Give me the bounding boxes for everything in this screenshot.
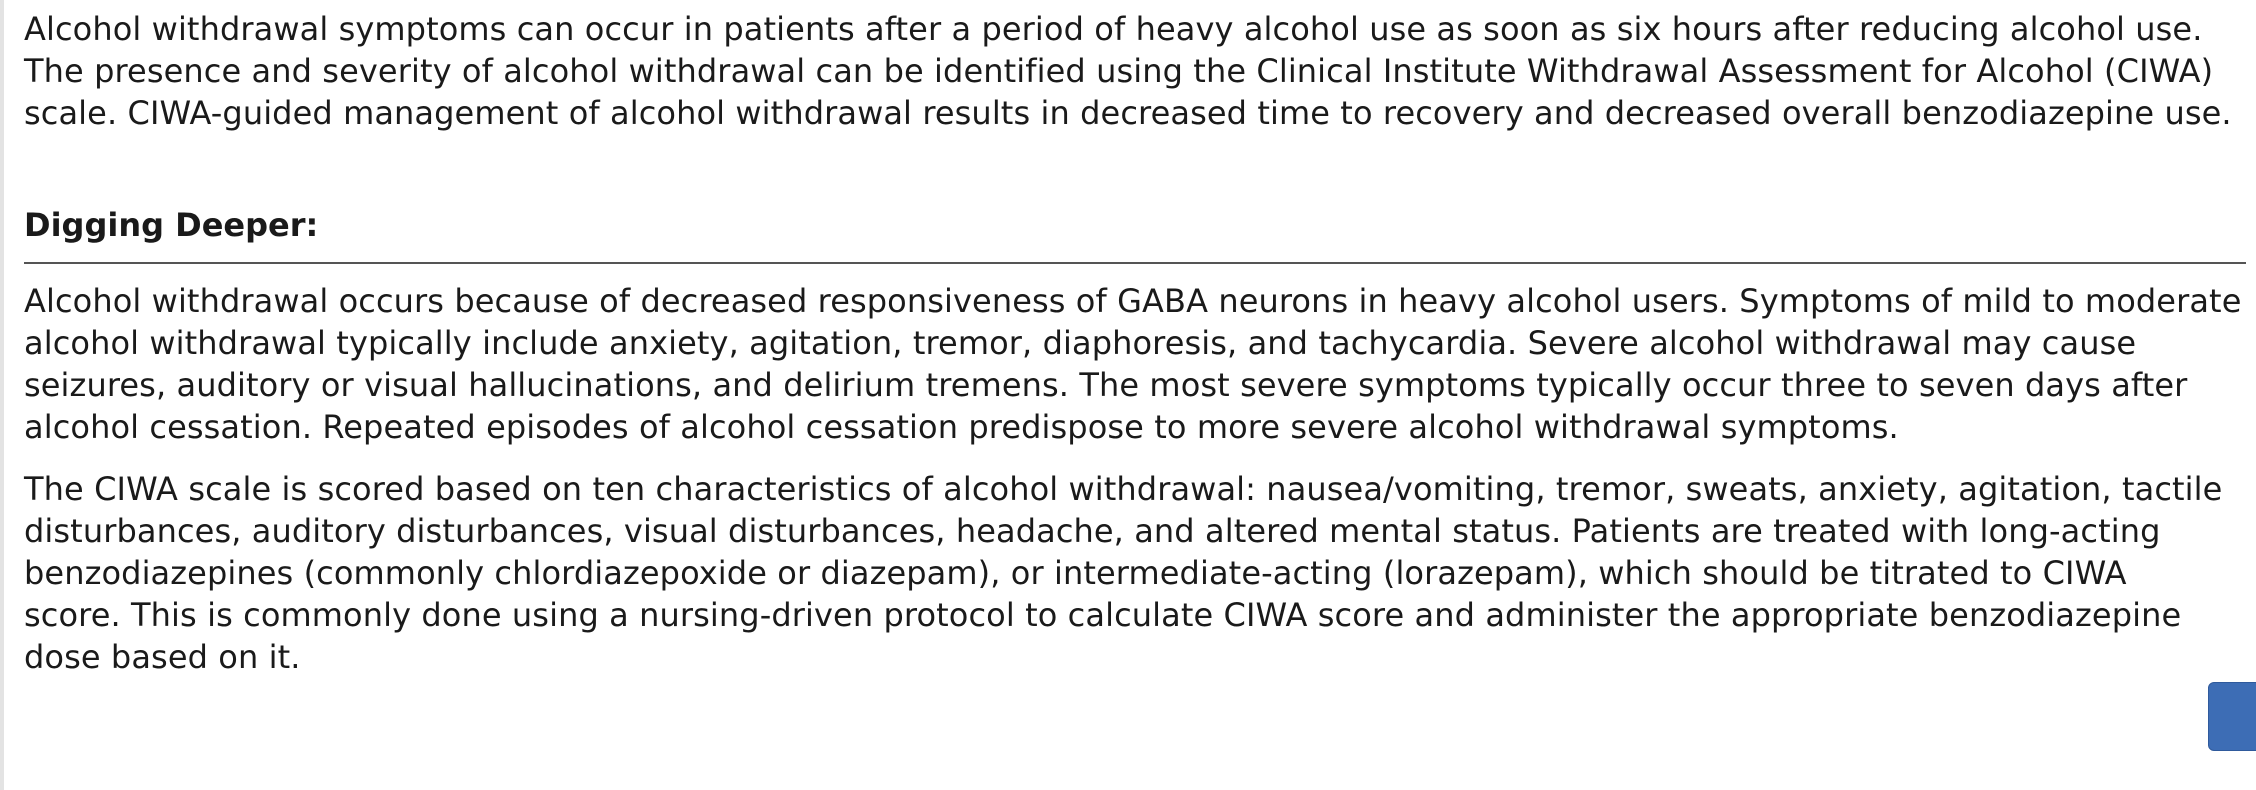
section-heading-digging-deeper: Digging Deeper: xyxy=(24,204,2246,264)
left-edge-border xyxy=(0,0,4,790)
body-paragraph: The CIWA scale is scored based on ten characteristics of alcohol withdrawal: nausea/vomiting, tremor, sweats, anxiety, agitation, tactile disturbances, auditory disturbances, visual disturbances, headache, and altered mental status. Patients are treated with long-acting benzodiazepines (commonly chlordiazepoxide or diazepam), or intermediate-acting (lorazepam), which should be titrated to CIWA score. This is commonly done using a nursing-driven protocol to calculate CIWA score and administer the appropriate benzodiazepine dose based on it. xyxy=(24,470,2223,676)
explanation-content xyxy=(24,8,2246,678)
intro-paragraph: Alcohol withdrawal symptoms can occur in patients after a period of heavy alcohol use as soon as six hours after reducing alcohol use. The presence and severity of alcohol withdrawal can be identified using the Clinical Institute Withdrawal Assessment for Alcohol (CIWA) scale. CIWA-guided management of alcohol withdrawal results in decreased time to recovery and decreased overall benzodiazepine use. xyxy=(24,10,2232,132)
body-paragraph: Alcohol withdrawal occurs because of decreased responsiveness of GABA neurons in heavy alcohol users. Symptoms of mild to moderate alcohol withdrawal typically include anxiety, agitation, tremor, diaphoresis, and tachycardia. Severe alcohol withdrawal may cause seizures, auditory or visual hallucinations, and delirium tremens. The most severe symptoms typically occur three to seven days after alcohol cessation. Repeated episodes of alcohol cessation predispose to more severe alcohol withdrawal symptoms. xyxy=(24,282,2242,446)
side-action-button[interactable] xyxy=(2208,682,2256,751)
